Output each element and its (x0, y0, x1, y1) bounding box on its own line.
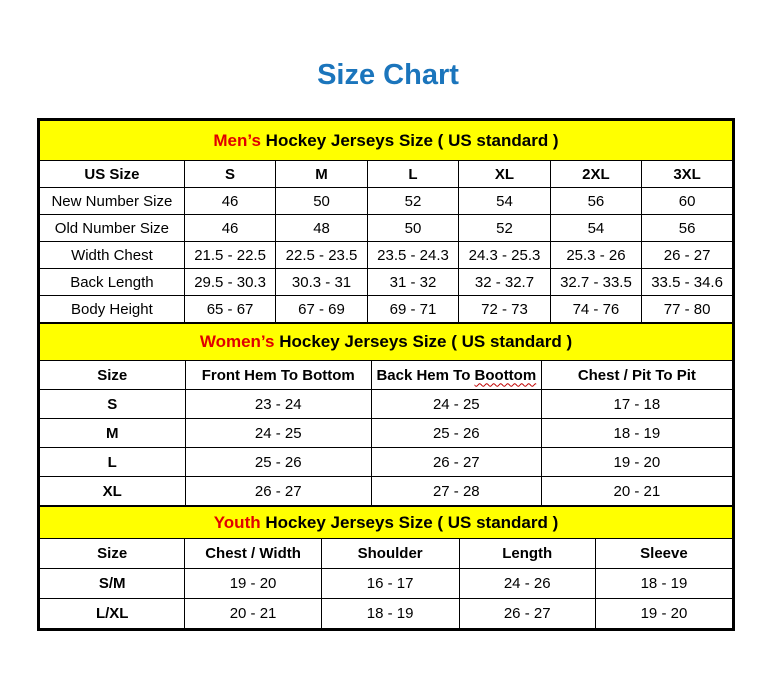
cell: 20 - 21 (185, 599, 321, 629)
cell: 25.3 - 26 (550, 242, 641, 269)
section-title-highlight: Youth (213, 512, 261, 532)
cell: 50 (276, 188, 367, 215)
column-header: Front Hem To Bottom (185, 361, 371, 390)
section-title-highlight: Men’s (213, 130, 261, 150)
cell: 56 (642, 215, 733, 242)
table-row (40, 242, 733, 269)
youth-section-title (40, 507, 733, 539)
row-label: Width Chest (40, 242, 185, 269)
row-label: New Number Size (40, 188, 185, 215)
cell: 16 - 17 (321, 569, 459, 599)
cell: 26 - 27 (185, 477, 371, 506)
cell: 25 - 26 (185, 448, 371, 477)
section-band-row (40, 507, 733, 539)
cell: 33.5 - 34.6 (642, 269, 733, 296)
cell: 23 - 24 (185, 390, 371, 419)
cell: 72 - 73 (459, 296, 550, 323)
mens-size-table (39, 120, 733, 323)
mens-section-title (40, 121, 733, 161)
cell: 17 - 18 (541, 390, 732, 419)
cell: 50 (367, 215, 458, 242)
cell: 67 - 69 (276, 296, 367, 323)
cell: 24 - 25 (371, 390, 541, 419)
section-title-rest: Hockey Jerseys Size ( US standard ) (279, 332, 573, 351)
table-row (40, 390, 733, 419)
cell: 27 - 28 (371, 477, 541, 506)
row-label: S (40, 390, 186, 419)
cell: 46 (184, 215, 275, 242)
cell: 18 - 19 (321, 599, 459, 629)
cell: 32.7 - 33.5 (550, 269, 641, 296)
table-row (40, 477, 733, 506)
cell: 24 - 25 (185, 419, 371, 448)
column-header-text: Back Hem To (376, 366, 475, 384)
size-chart-tables (37, 118, 735, 631)
table-row (40, 269, 733, 296)
section-band-row (40, 324, 733, 361)
table-row (40, 296, 733, 323)
column-header-row (40, 539, 733, 569)
cell: 69 - 71 (367, 296, 458, 323)
column-header: L (367, 161, 458, 188)
cell: 19 - 20 (185, 569, 321, 599)
cell: 29.5 - 30.3 (184, 269, 275, 296)
section-title-rest: Hockey Jerseys Size ( US standard ) (265, 130, 559, 150)
column-header-row (40, 361, 733, 390)
table-row (40, 569, 733, 599)
column-header: Sleeve (595, 539, 732, 569)
cell: 54 (459, 188, 550, 215)
cell: 54 (550, 215, 641, 242)
page (0, 56, 776, 631)
table-row (40, 448, 733, 477)
youth-size-table (39, 506, 733, 629)
table-row (40, 215, 733, 242)
row-label: Old Number Size (40, 215, 185, 242)
table-row (40, 599, 733, 629)
row-label: L/XL (40, 599, 185, 629)
cell: 18 - 19 (595, 569, 732, 599)
cell: 52 (459, 215, 550, 242)
cell: 18 - 19 (541, 419, 732, 448)
cell: 30.3 - 31 (276, 269, 367, 296)
cell: 19 - 20 (595, 599, 732, 629)
row-label: Back Length (40, 269, 185, 296)
section-title-highlight: Women’s (199, 332, 275, 351)
column-header: 2XL (550, 161, 641, 188)
page-title: Size Chart (317, 59, 459, 91)
misspelled-word: Boottom (474, 366, 537, 384)
cell: 26 - 27 (642, 242, 733, 269)
column-header: Length (459, 539, 595, 569)
column-header: M (276, 161, 367, 188)
column-header: Chest / Pit To Pit (541, 361, 732, 390)
row-label: L (40, 448, 186, 477)
cell: 26 - 27 (371, 448, 541, 477)
column-header: Size (40, 361, 186, 390)
column-header-row (40, 161, 733, 188)
cell: 56 (550, 188, 641, 215)
column-header: XL (459, 161, 550, 188)
cell: 22.5 - 23.5 (276, 242, 367, 269)
column-header: US Size (40, 161, 185, 188)
womens-section-title (40, 324, 733, 361)
womens-size-table (39, 323, 733, 506)
column-header: S (184, 161, 275, 188)
cell: 19 - 20 (541, 448, 732, 477)
cell: 24 - 26 (459, 569, 595, 599)
cell: 77 - 80 (642, 296, 733, 323)
row-label: XL (40, 477, 186, 506)
cell: 74 - 76 (550, 296, 641, 323)
cell: 60 (642, 188, 733, 215)
cell: 65 - 67 (184, 296, 275, 323)
cell: 23.5 - 24.3 (367, 242, 458, 269)
cell: 24.3 - 25.3 (459, 242, 550, 269)
cell: 26 - 27 (459, 599, 595, 629)
cell: 31 - 32 (367, 269, 458, 296)
row-label: M (40, 419, 186, 448)
section-band-row (40, 121, 733, 161)
cell: 21.5 - 22.5 (184, 242, 275, 269)
cell: 48 (276, 215, 367, 242)
section-title-rest: Hockey Jerseys Size ( US standard ) (265, 512, 559, 532)
row-label: S/M (40, 569, 185, 599)
table-row (40, 419, 733, 448)
column-header: Size (40, 539, 185, 569)
cell: 46 (184, 188, 275, 215)
cell: 20 - 21 (541, 477, 732, 506)
column-header: 3XL (642, 161, 733, 188)
column-header (371, 361, 541, 390)
cell: 32 - 32.7 (459, 269, 550, 296)
cell: 52 (367, 188, 458, 215)
column-header: Shoulder (321, 539, 459, 569)
row-label: Body Height (40, 296, 185, 323)
cell: 25 - 26 (371, 419, 541, 448)
table-row (40, 188, 733, 215)
column-header: Chest / Width (185, 539, 321, 569)
